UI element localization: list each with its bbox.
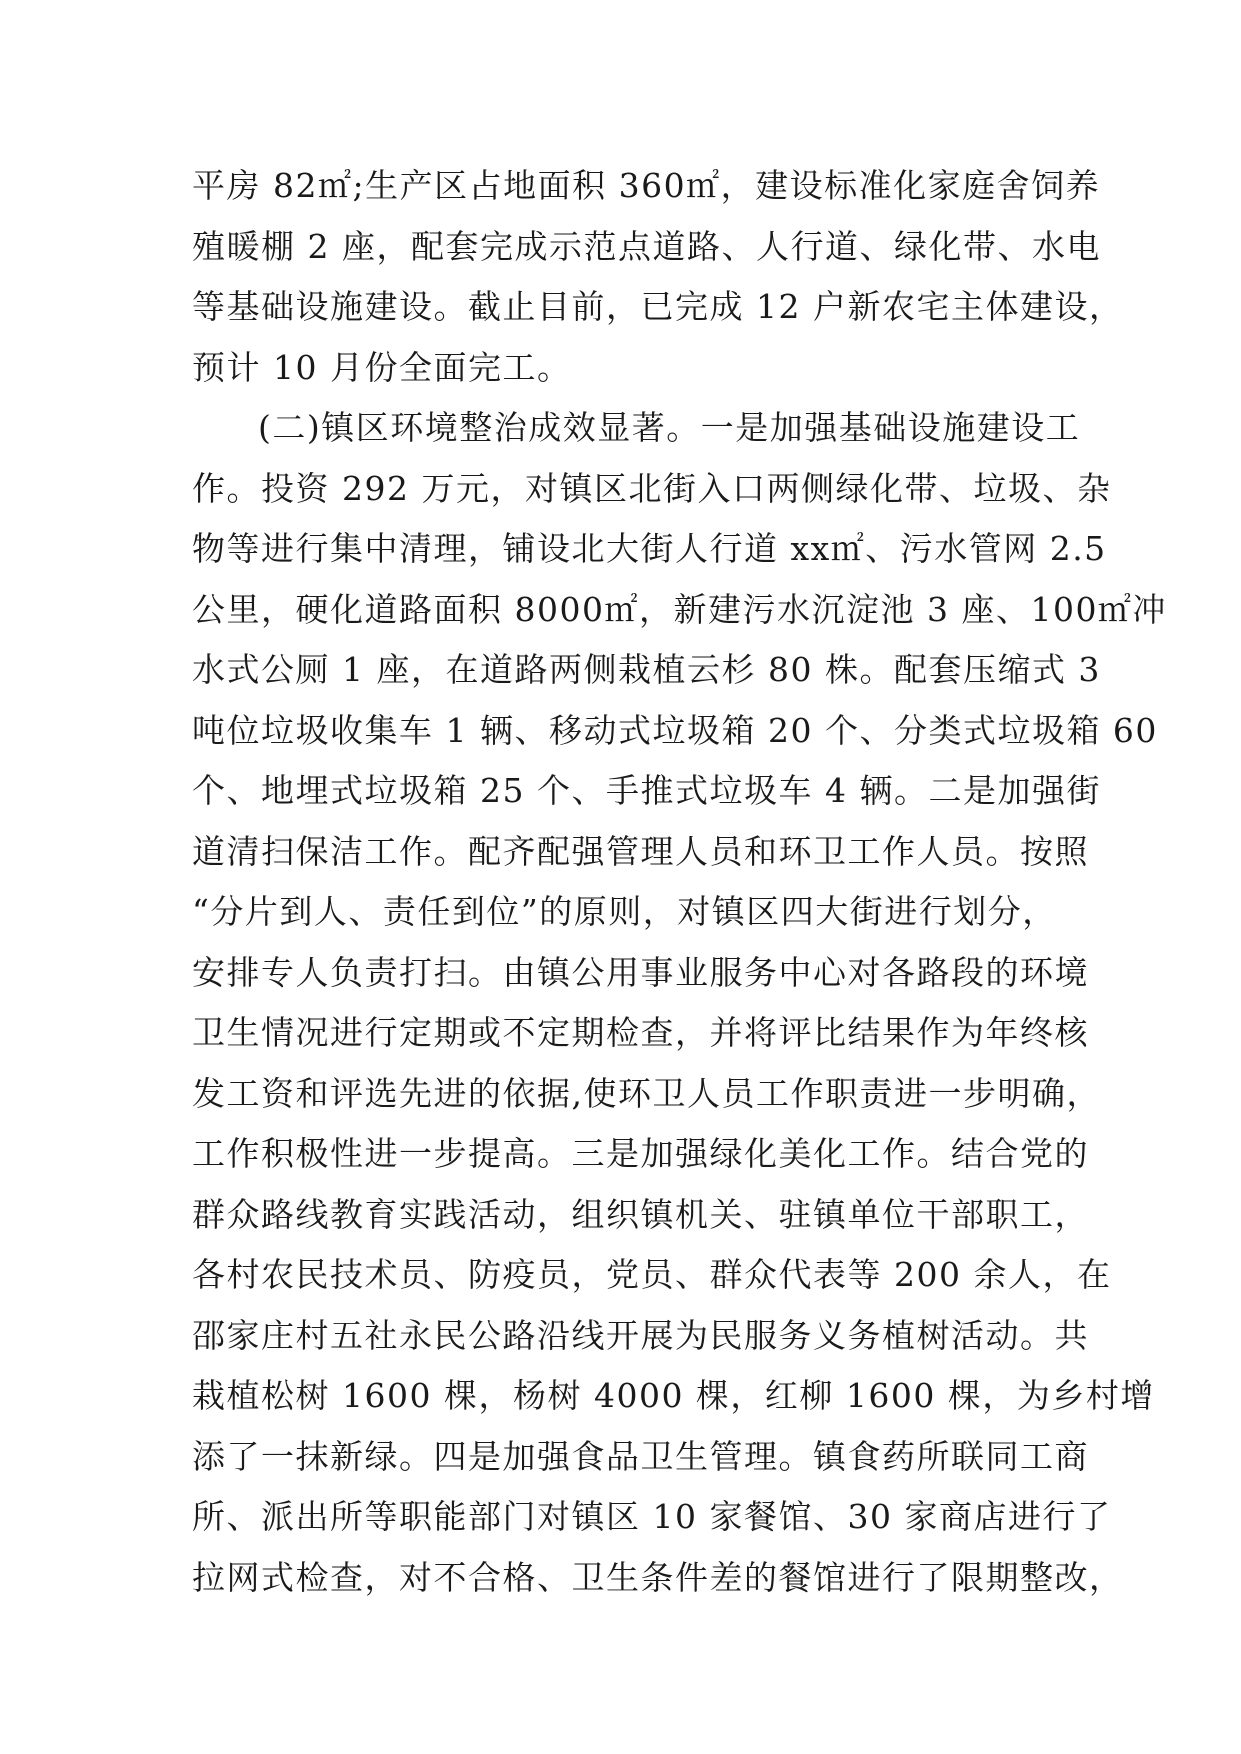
text-line: 群众路线教育实践活动，组织镇机关、驻镇单位干部职工， xyxy=(192,1194,1089,1234)
text-line: “分片到人、责任到位”的原则，对镇区四大街进行划分， xyxy=(192,892,1057,931)
text-line: 水式公厕 1 座，在道路两侧栽植云杉 80 株。配套压缩式 3 xyxy=(192,650,1101,689)
text-line: 殖暖棚 2 座，配套完成示范点道路、人行道、绿化带、水电 xyxy=(192,226,1101,266)
text-line: 物等进行集中清理，铺设北大街人行道 xx㎡、污水管网 2.5 xyxy=(192,529,1107,568)
text-line: 平房 82㎡;生产区占地面积 360㎡，建设标准化家庭舍饲养 xyxy=(192,166,1101,205)
text-line: 预计 10 月份全面完工。 xyxy=(192,347,572,387)
text-line: 作。投资 292 万元，对镇区北街入口两侧绿化带、垃圾、杂 xyxy=(192,468,1112,508)
text-line: 公里，硬化道路面积 8000㎡，新建污水沉淀池 3 座、100㎡冲 xyxy=(192,589,1167,629)
text-line: 吨位垃圾收集车 1 辆、移动式垃圾箱 20 个、分类式垃圾箱 60 xyxy=(192,710,1158,750)
text-line: 邵家庄村五社永民公路沿线开展为民服务义务植树活动。共 xyxy=(192,1315,1089,1355)
text-line: 拉网式检查，对不合格、卫生条件差的餐馆进行了限期整改， xyxy=(192,1557,1124,1597)
text-line: 等基础设施建设。截止目前，已完成 12 户新农宅主体建设， xyxy=(192,287,1124,326)
text-line: 栽植松树 1600 棵，杨树 4000 棵，红柳 1600 棵，为乡村增 xyxy=(192,1376,1155,1415)
text-line: 道清扫保洁工作。配齐配强管理人员和环卫工作人员。按照 xyxy=(192,831,1089,871)
text-line: 所、派出所等职能部门对镇区 10 家餐馆、30 家商店进行了 xyxy=(192,1497,1112,1536)
text-line: 添了一抹新绿。四是加强食品卫生管理。镇食药所联同工商 xyxy=(192,1436,1089,1476)
text-line: 个、地埋式垃圾箱 25 个、手推式垃圾车 4 辆。二是加强街 xyxy=(192,771,1101,810)
text-line: 安排专人负责打扫。由镇公用事业服务中心对各路段的环境 xyxy=(192,952,1089,992)
text-line: 工作积极性进一步提高。三是加强绿化美化工作。结合党的 xyxy=(192,1134,1089,1173)
section-heading-line: (二)镇区环境整治成效显著。一是加强基础设施建设工 xyxy=(258,408,1081,447)
text-line: 各村农民技术员、防疫员，党员、群众代表等 200 余人，在 xyxy=(192,1255,1112,1294)
text-line: 卫生情况进行定期或不定期检查，并将评比结果作为年终核 xyxy=(192,1013,1089,1052)
body-text xyxy=(192,156,1167,1608)
text-line: 发工资和评选先进的依据,使环卫人员工作职责进一步明确， xyxy=(192,1073,1101,1113)
